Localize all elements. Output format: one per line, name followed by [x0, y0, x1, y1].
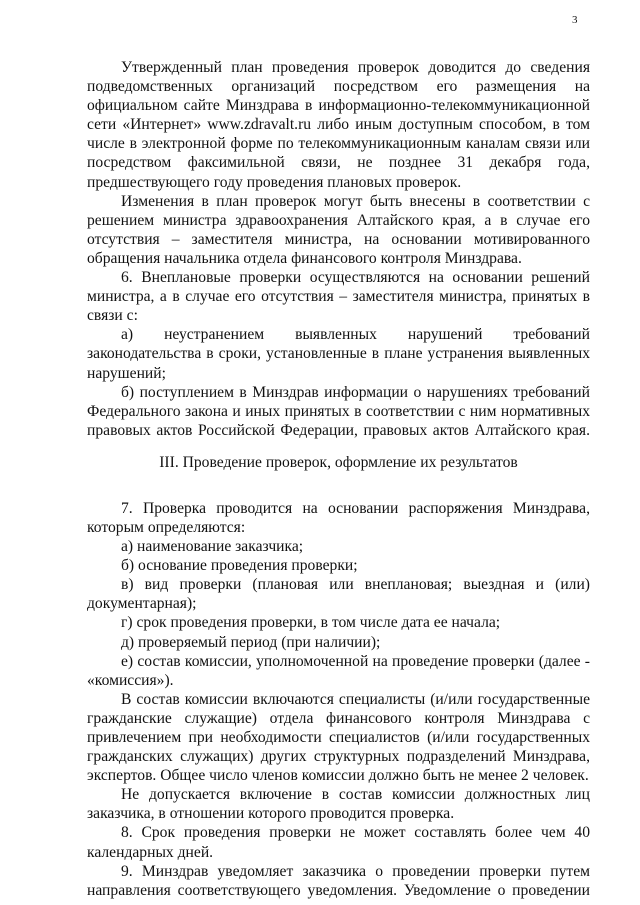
paragraph-plan-changes: Изменения в план проверок могут быть внесены в соответствии с решением министра здравоохранения Алтайского края, а в случае его отсутствия – заместителя министра, на основании мотивированного обращения начальника отдела финансового контроля Минздрава. — [87, 192, 590, 267]
paragraph-commission-composition: В состав комиссии включаются специалисты (и/или государственные гражданские служащие) отдела финансового контроля Минздрава с привлечением при необходимости специалистов (и/или государственных гражданских служащих) других структурных подразделений Минздрава, экспертов. Общее число членов комиссии должно быть не менее 2 человек. — [87, 690, 590, 785]
paragraph-item-9: 9. Минздрав уведомляет заказчика о проведении проверки путем направления соответствующего уведомления. Уведомление о проведении — [87, 862, 590, 899]
document-body — [87, 58, 590, 900]
section-heading: III. Проведение проверок, оформление их результатов — [159, 453, 518, 471]
list-item-6a: а) неустранением выявленных нарушений требований законодательства в сроки, установленные в плане устранения выявленных нарушений; — [87, 326, 590, 382]
list-item-7d: г) срок проведения проверки, в том числе дата ее начала; — [121, 614, 501, 632]
list-item-7f: е) состав комиссии, уполномоченной на проведение проверки (далее - «комиссия»). — [87, 652, 590, 689]
list-item-7a: а) наименование заказчика; — [121, 538, 304, 556]
list-item-7c: в) вид проверки (плановая или внеплановая; выездная и (или) документарная); — [87, 576, 590, 613]
paragraph-item-6: 6. Внеплановые проверки осуществляются на основании решений министра, а в случае его отсутствия – заместителя министра, принятых в связи с: — [87, 269, 590, 325]
list-item-6b: б) поступлением в Минздрав информации о нарушениях требований Федерального закона и иных принятых в соответствии с ним нормативных правовых актов Российской Федерации, правовых актов Алтайского края. — [87, 383, 590, 439]
paragraph-item-7: 7. Проверка проводится на основании распоряжения Минздрава, которым определяются: — [87, 499, 590, 536]
paragraph-plan-distribution: Утвержденный план проведения проверок доводится до сведения подведомственных организаций посредством его размещения на официальном сайте Минздрава в информационно-телекоммуникационной сети «Интернет» www.zdravalt.ru либо иным доступным способом, в том числе в электронной форме по телекоммуникационным каналам связи или посредством факсимильной связи, не позднее 31 декабря года, предшествующего году проведения плановых проверок. — [87, 59, 590, 191]
page-number: 3 — [572, 14, 578, 26]
paragraph-item-8: 8. Срок проведения проверки не может составлять более чем 40 календарных дней. — [87, 824, 590, 861]
list-item-7e: д) проверяемый период (при наличии); — [121, 633, 381, 651]
list-item-7b: б) основание проведения проверки; — [121, 557, 358, 575]
paragraph-commission-exclusion: Не допускается включение в состав комиссии должностных лиц заказчика, в отношении которого проводится проверка. — [87, 786, 590, 823]
